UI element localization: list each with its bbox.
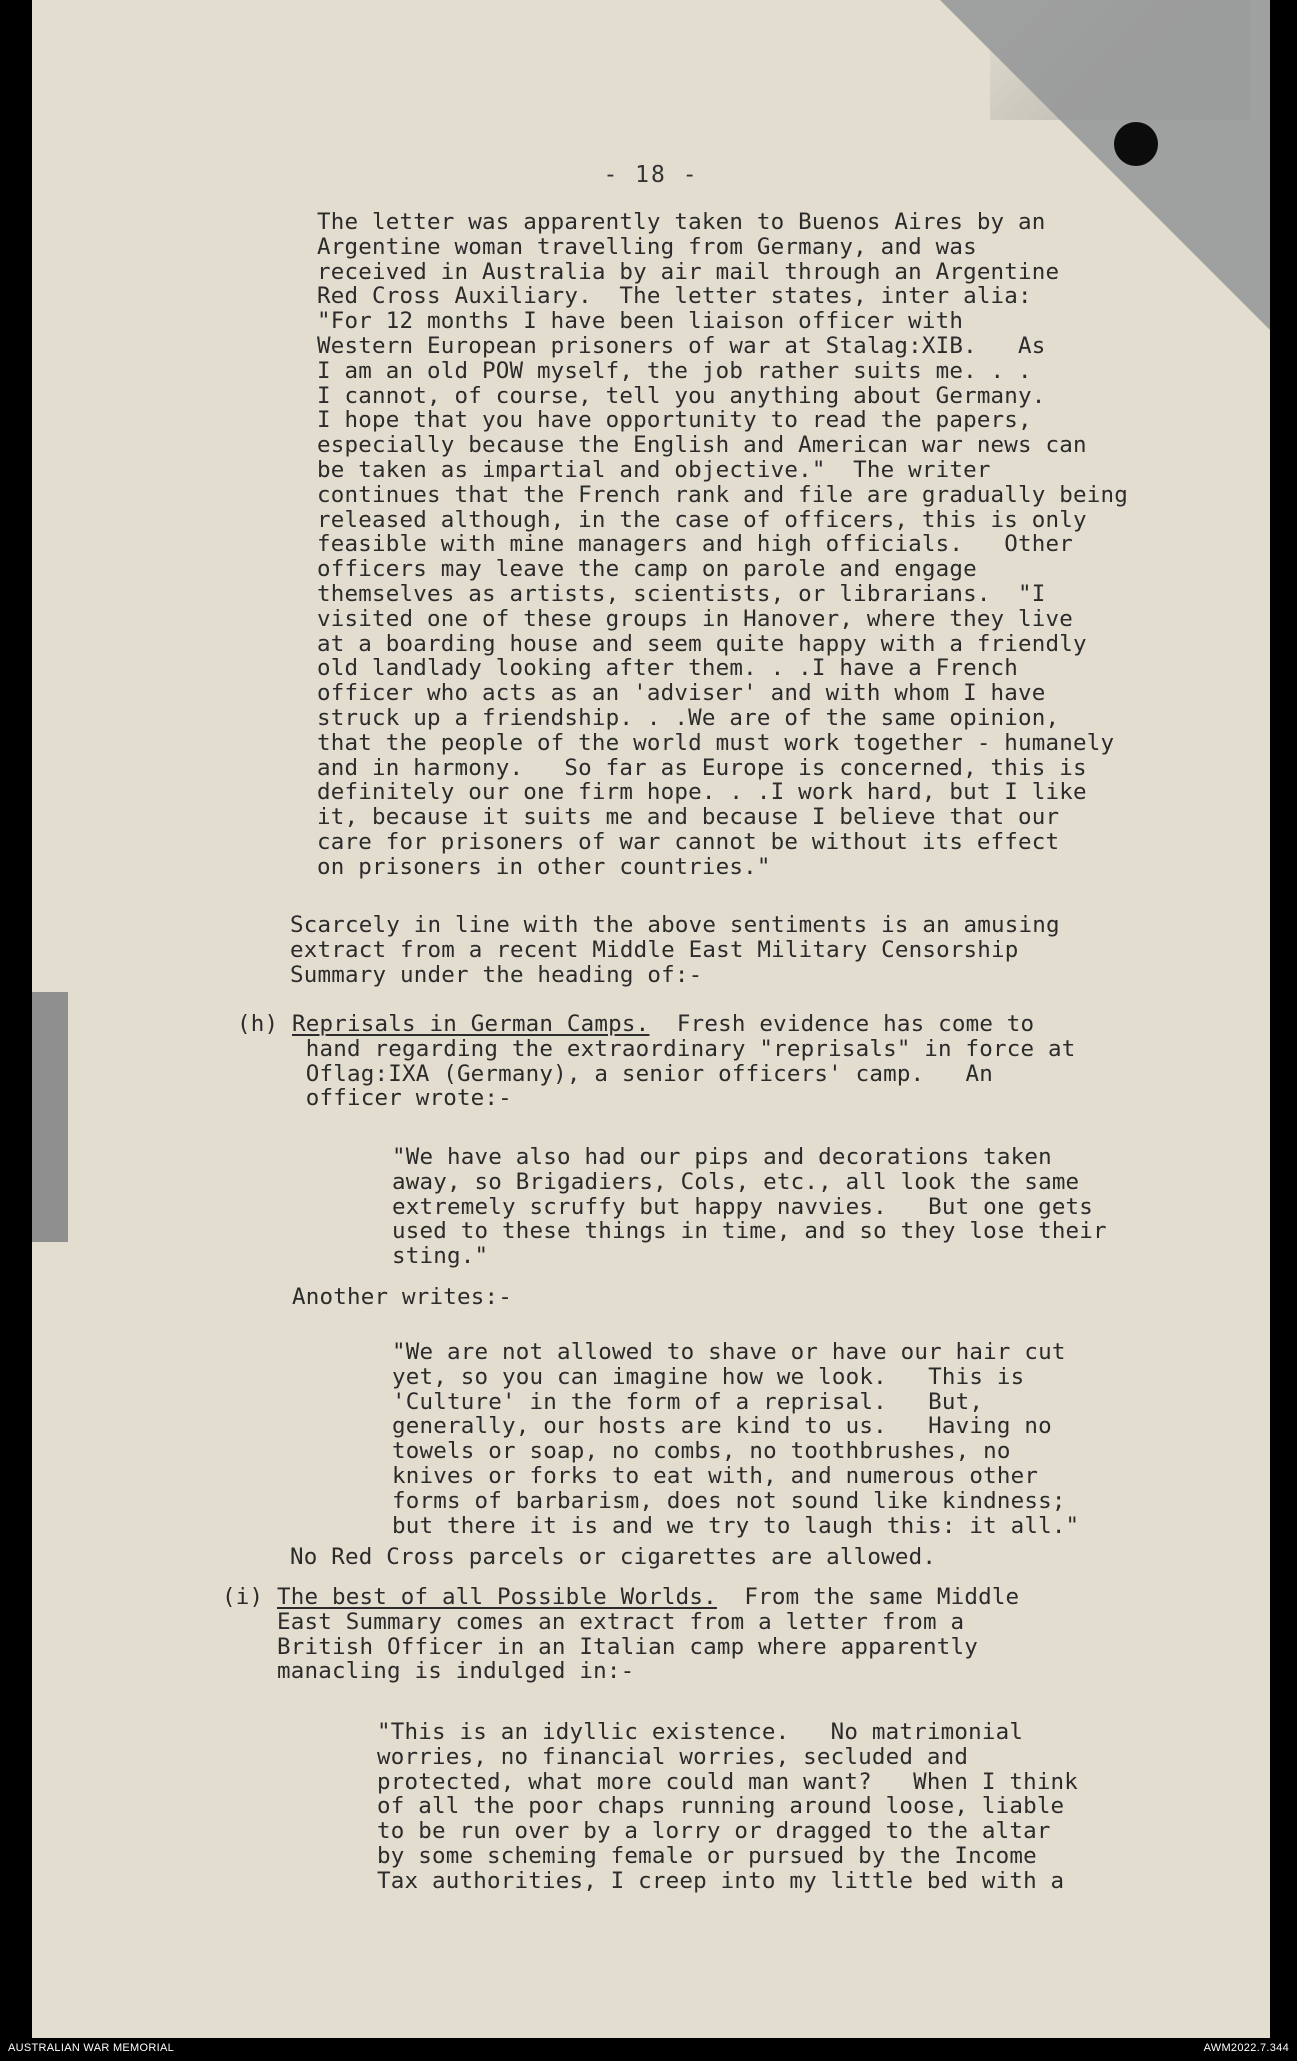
punch-hole	[1114, 122, 1158, 166]
section-h-body: Fresh evidence has come to hand regarding the extraordinary "reprisals" in force at Oflag:IXA (Germany), a senior officers' camp. An officer wrote:-	[305, 1011, 1076, 1112]
section-i-body: From the same Middle East Summary comes an extract from a letter from a British Officer in an Italian camp where apparently manacling is indulged in:-	[276, 1584, 1020, 1685]
paragraph-scarcely: Scarcely in line with the above sentiments is an amusing extract from a recent Middle East Military Censorship Summary under the heading of:-	[290, 912, 1060, 988]
paragraph-letter: The letter was apparently taken to Buenos Aires by an Argentine woman travelling from Germany, and was received in Australia by air mail through an Argentine Red Cross Auxiliary. The letter states, inter alia: "For 12 months I have been liaison officer with Western European prisoners of war at Stalag:XIB. As I am an old POW myself, the job rather suits me. . . I cannot, of course, tell you anything about Germany. I hope that you have opportunity to read the papers, especially because the English and American war news can be taken as impartial and objective." The writer continues that the French rank and file are gradually being released although, in the case of officers, this is only feasible with mine managers and high officials. Other officers may leave the camp on parole and engage themselves as artists, scientists, or librarians. "I visited one of these groups in Hanover, where they live at a boarding house and seem quite happy with a friendly old landlady looking after them. . .I have a French officer who acts as an 'adviser' and with whom I have struck up a friendship. . .We are of the same opinion, that the people of the world must work together - humanely and in harmony. So far as Europe is concerned, this is definitely our one firm hope. . .I work hard, but I like it, because it suits me and because I believe that our care for prisoners of war cannot be without its effect on prisoners in other countries."	[317, 209, 1129, 880]
footer-archive-name: AUSTRALIAN WAR MEMORIAL	[8, 2042, 175, 2054]
section-i-heading: The best of all Possible Worlds.	[277, 1584, 717, 1610]
torn-corner-shadow	[990, 0, 1250, 120]
document-page	[32, 0, 1270, 2038]
quote-pips: "We have also had our pips and decorations taken away, so Brigadiers, Cols, etc., all look the same extremely scruffy but happy navvies. But one gets used to these things in time, and so they lose their sting."	[392, 1144, 1107, 1270]
quote-idyllic: "This is an idyllic existence. No matrimonial worries, no financial worries, secluded and protected, what more could man want? When I think of all the poor chaps running around loose, liable to be run over by a lorry or dragged to the altar by some scheming female or pursued by the Income Tax authorities, I creep into my little bed with a	[377, 1719, 1079, 1894]
section-h-heading: Reprisals in German Camps.	[292, 1011, 650, 1037]
no-red-cross-line: No Red Cross parcels or cigarettes are allowed.	[290, 1544, 937, 1570]
another-writes: Another writes:-	[292, 1284, 512, 1310]
page-number: - 18 -	[603, 162, 699, 188]
quote-shave: "We are not allowed to shave or have our hair cut yet, so you can imagine how we look. This is 'Culture' in the form of a reprisal. But, generally, our hosts are kind to us. Having no towels or soap, no combs, no toothbrushes, no knives or forks to eat with, and numerous other forms of barbarism, does not sound like kindness; but there it is and we try to laugh this: it all."	[392, 1339, 1080, 1539]
left-edge-strip	[32, 992, 68, 1242]
section-i-marker: (i)	[222, 1584, 264, 1610]
section-h-marker: (h)	[237, 1011, 279, 1037]
section-i	[222, 1585, 1019, 1684]
footer-record-id: AWM2022.7.344	[1203, 2042, 1289, 2054]
section-h	[237, 1012, 1076, 1111]
